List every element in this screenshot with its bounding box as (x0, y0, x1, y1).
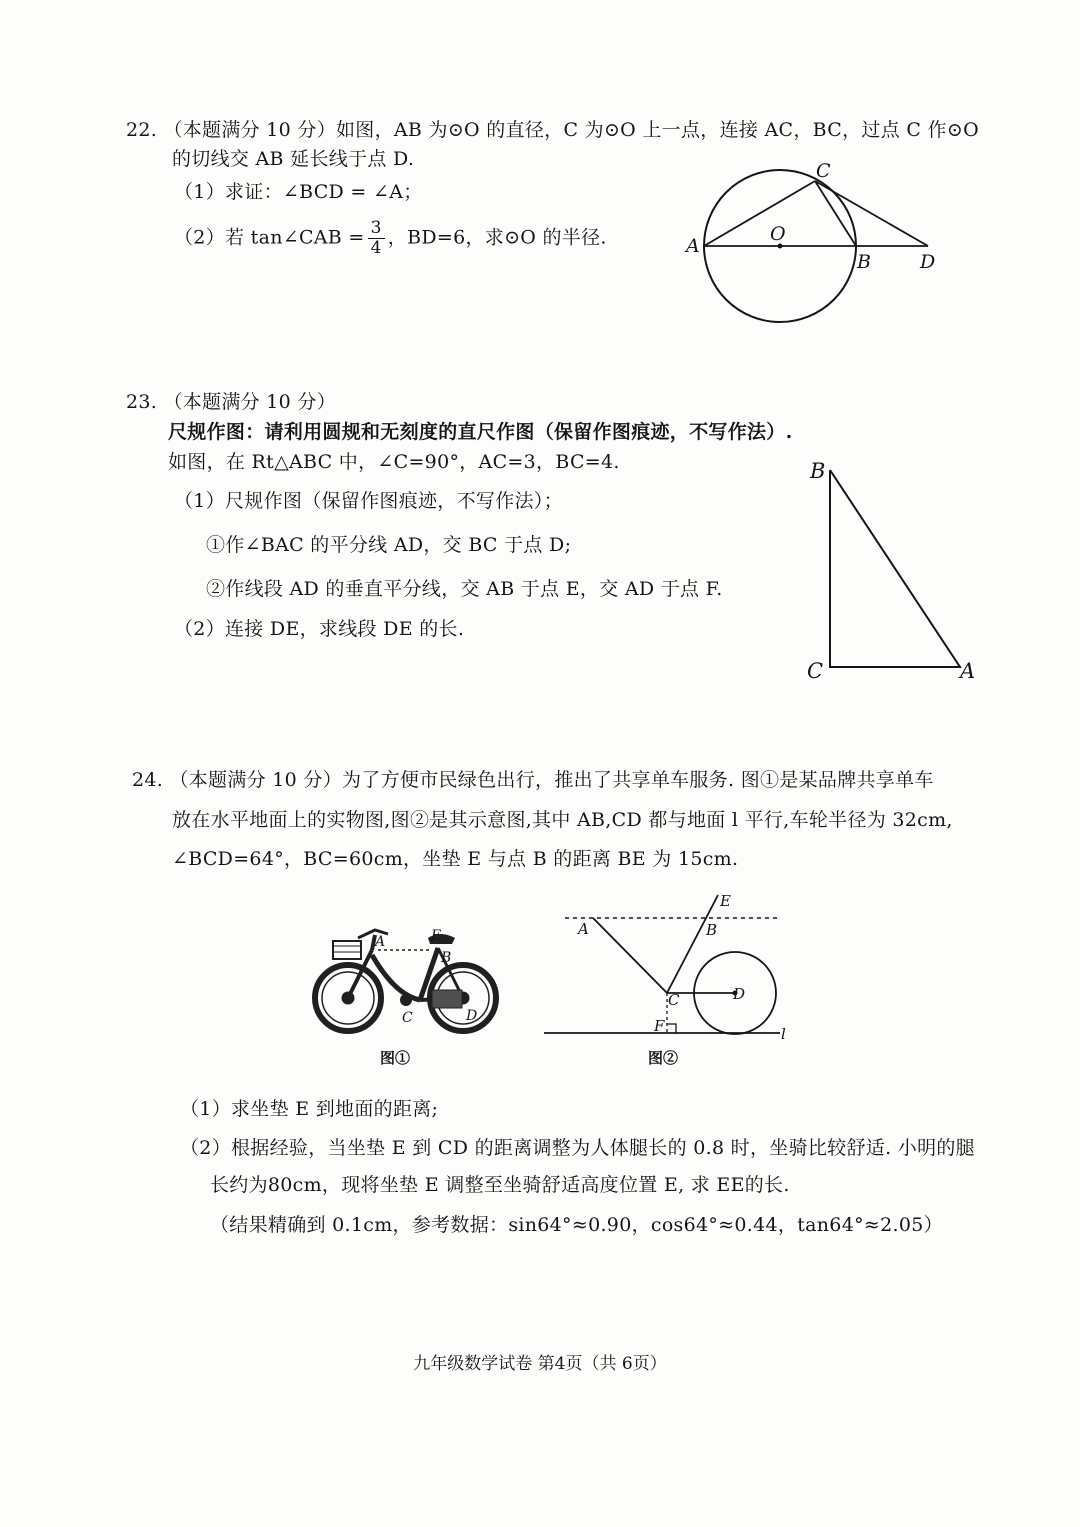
q23-sub2: ②作线段 AD 的垂直平分线，交 AB 于点 E，交 AD 于点 F. (206, 578, 723, 600)
q24-fig2-label-A: A (578, 920, 589, 938)
q22-label-O: O (770, 223, 786, 245)
q24-fig1-label-B: B (441, 950, 452, 966)
q24-fig2-label-F: F (654, 1017, 665, 1035)
q22-fraction-denominator: 4 (370, 238, 382, 258)
q24-right-angle-mark (667, 1024, 676, 1033)
q22-stem-line1: 22. （本题满分 10 分）如图，AB 为⊙O 的直径，C 为⊙O 上一点，连接 AC，BC，过点 C 作⊙O (126, 119, 979, 141)
q22-label-B: B (857, 251, 871, 273)
q24-part2-line1: （2）根据经验，当坐垫 E 到 CD 的距离调整为人体腿长的 0.8 时，坐骑比较舒适. 小明的腿 (180, 1137, 975, 1159)
q23-header: 23. （本题满分 10 分） (126, 391, 337, 413)
q24-fig1-caption: 图① (380, 1049, 411, 1067)
q23-given: 如图，在 Rt△ABC 中，∠C=90°，AC=3，BC=4. (168, 451, 620, 473)
q24-fig1-label-C: C (402, 1010, 413, 1026)
q22-part2-post: ，BD=6，求⊙O 的半径. (387, 226, 607, 249)
q24-fig1-label-E: E (431, 928, 442, 944)
page-footer: 九年级数学试卷 第4页（共 6页） (413, 1354, 667, 1374)
q24-fig2-label-B: B (706, 921, 718, 939)
q24-part2-line2: 长约为80cm，现将坐垫 E 调整至坐骑舒适高度位置 E, 求 EE的长. (210, 1174, 790, 1196)
q23-sub1: ①作∠BAC 的平分线 AD，交 BC 于点 D; (206, 534, 572, 556)
q24-stem-line3: ∠BCD=64°，BC=60cm，坐垫 E 与点 B 的距离 BE 为 15cm. (172, 848, 739, 870)
q24-line-AC (593, 918, 667, 993)
q22-fraction-numerator: 3 (368, 219, 385, 239)
q22-label-D: D (920, 251, 936, 273)
q23-instruction: 尺规作图：请利用圆规和无刻度的直尺作图（保留作图痕迹，不写作法）. (168, 421, 793, 443)
q22-label-A: A (686, 235, 700, 257)
q23-part1: （1）尺规作图（保留作图痕迹，不写作法）； (174, 490, 563, 512)
q24-line-CE (667, 895, 718, 993)
q24-reference-data: （结果精确到 0.1cm，参考数据：sin64°≈0.90，cos64°≈0.44，tan64°≈2.05） (210, 1214, 943, 1236)
q24-fig2-caption: 图② (648, 1049, 679, 1067)
q23-label-C: C (807, 659, 824, 683)
q22-part1: （1）求证：∠BCD = ∠A； (174, 181, 423, 203)
q23-label-B: B (810, 459, 826, 483)
q24-stem-line1: 24. （本题满分 10 分）为了方便市民绿色出行，推出了共享单车服务. 图①是某品牌共享单车 (132, 769, 934, 791)
q23-label-A: A (960, 659, 976, 683)
q23-part2: （2）连接 DE，求线段 DE 的长. (174, 618, 465, 640)
q24-stem-line2: 放在水平地面上的实物图,图②是其示意图,其中 AB,CD 都与地面 l 平行,车轮半径为 32cm, (172, 809, 953, 831)
q24-fig2-label-C: C (668, 991, 680, 1009)
q22-label-C: C (816, 160, 831, 182)
q24-fig1-label-A: A (375, 934, 386, 950)
q24-fig2-label-E: E (720, 892, 731, 910)
q24-fig1-label-D: D (466, 1008, 478, 1024)
q22-part2-pre: （2）若 tan∠CAB = (174, 226, 365, 249)
q24-fig2-label-D: D (733, 985, 746, 1003)
q24-part1: （1）求坐垫 E 到地面的距离; (180, 1098, 439, 1120)
q22-stem-line2: 的切线交 AB 延长线于点 D. (172, 148, 415, 170)
q24-fig2-label-l: l (781, 1025, 786, 1043)
